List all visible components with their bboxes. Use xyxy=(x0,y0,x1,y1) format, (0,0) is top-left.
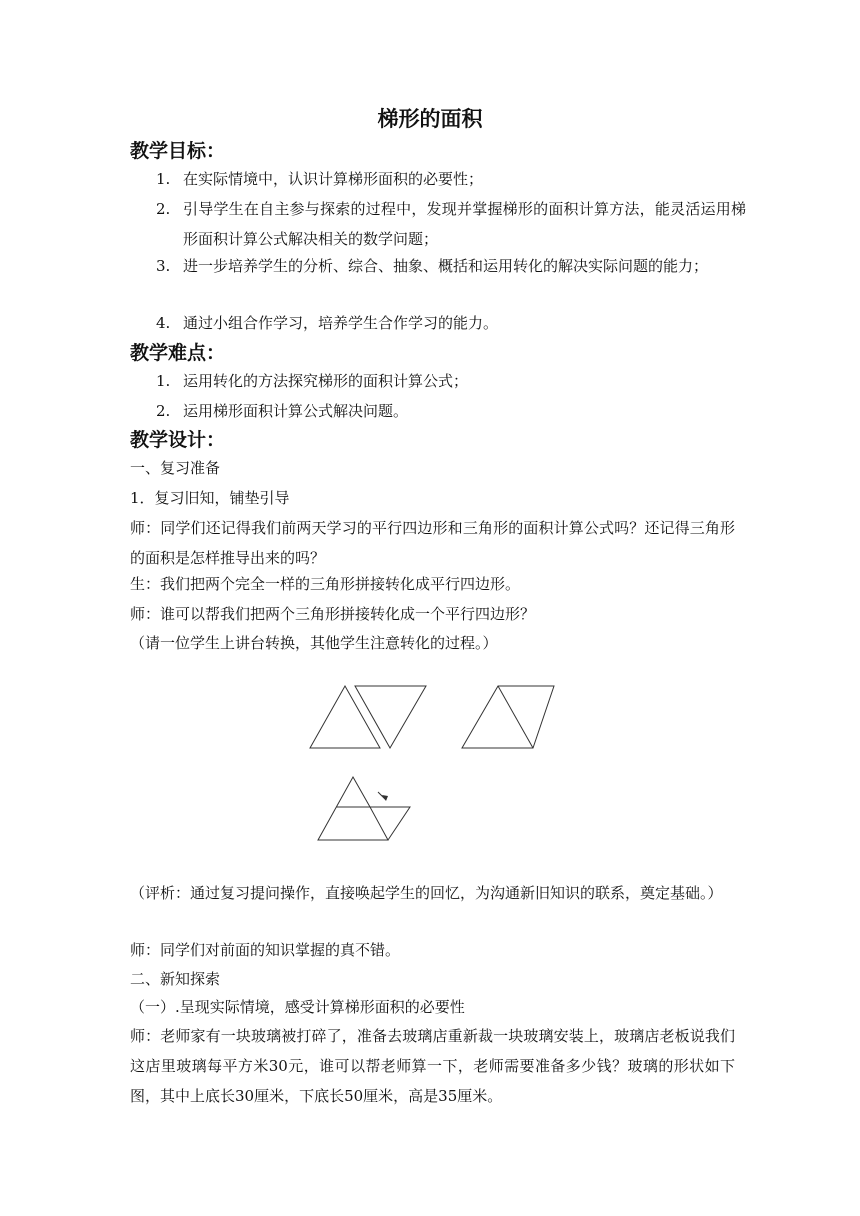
difficulty-text: 运用梯形面积计算公式解决问题。 xyxy=(183,402,409,420)
teacher-line: 师：同学们还记得我们前两天学习的平行四边形和三角形的面积计算公式吗？还记得三角形的面积是怎样推导出来的吗？ xyxy=(130,519,735,567)
objective-item-3 xyxy=(156,251,746,281)
parallelogram-shape xyxy=(462,686,554,748)
section-heading-review: 一、复习准备 xyxy=(130,459,221,477)
subsection-heading: 1．复习旧知，铺垫引导 xyxy=(130,489,290,507)
student-line: 生：我们把两个完全一样的三角形拼接转化成平行四边形。 xyxy=(130,575,521,593)
difficulty-number: 1. xyxy=(156,372,171,390)
arrow-head-icon xyxy=(382,795,388,801)
objective-item-2 xyxy=(156,194,746,254)
objective-number: 3. xyxy=(156,257,171,275)
upright-triangle-shape xyxy=(310,686,380,748)
objective-number: 4. xyxy=(156,314,171,332)
objective-text: 通过小组合作学习，培养学生合作学习的能力。 xyxy=(183,314,499,332)
page-title: 梯形的面积 xyxy=(377,107,483,131)
difficulty-item-2 xyxy=(156,396,746,426)
design-heading: 教学设计： xyxy=(130,429,226,451)
objective-item-1 xyxy=(156,164,746,194)
commentary-note: （评析：通过复习提问操作，直接唤起学生的回忆，为沟通新旧知识的联系，奠定基础。） xyxy=(130,884,723,902)
subsection-heading: （一）.呈现实际情境，感受计算梯形面积的必要性 xyxy=(130,998,465,1016)
teacher-line: 师：同学们对前面的知识掌握的真不错。 xyxy=(130,941,401,959)
teacher-line: 师：老师家有一块玻璃被打碎了，准备去玻璃店重新裁一块玻璃安装上，玻璃店老板说我们这店里玻璃每平方米30元，谁可以帮老师算一下，老师需要准备多少钱？玻璃的形状如下图，其中上底长30厘米，下底长50厘米，高是35厘米。 xyxy=(130,1027,735,1105)
objective-number: 1. xyxy=(156,170,171,188)
difficulty-text: 运用转化的方法探究梯形的面积计算公式； xyxy=(183,372,469,390)
difficulties-heading: 教学难点： xyxy=(130,342,226,364)
section-heading-explore: 二、新知探索 xyxy=(130,970,221,988)
objective-text: 引导学生在自主参与探索的过程中，发现并掌握梯形的面积计算方法，能灵活运用梯形面积计算公式解决相关的数学问题； xyxy=(183,200,746,248)
triangle-to-parallelogram-diagram xyxy=(300,676,570,846)
lower-triangle-shape xyxy=(318,777,388,840)
objective-text: 进一步培养学生的分析、综合、抽象、概括和运用转化的解决实际问题的能力； xyxy=(183,257,709,275)
difficulty-number: 2. xyxy=(156,402,171,420)
objective-text: 在实际情境中，认识计算梯形面积的必要性； xyxy=(183,170,484,188)
objectives-heading: 教学目标： xyxy=(130,140,226,162)
difficulty-item-1 xyxy=(156,366,746,396)
stage-note: （请一位学生上讲台转换，其他学生注意转化的过程。） xyxy=(130,634,498,652)
objective-number: 2. xyxy=(156,200,171,218)
parallelogram-diagonal xyxy=(498,686,533,748)
inverted-triangle-shape xyxy=(355,686,426,748)
objective-item-4 xyxy=(156,308,746,338)
teacher-line: 师：谁可以帮我们把两个三角形拼接转化成一个平行四边形？ xyxy=(130,605,536,623)
